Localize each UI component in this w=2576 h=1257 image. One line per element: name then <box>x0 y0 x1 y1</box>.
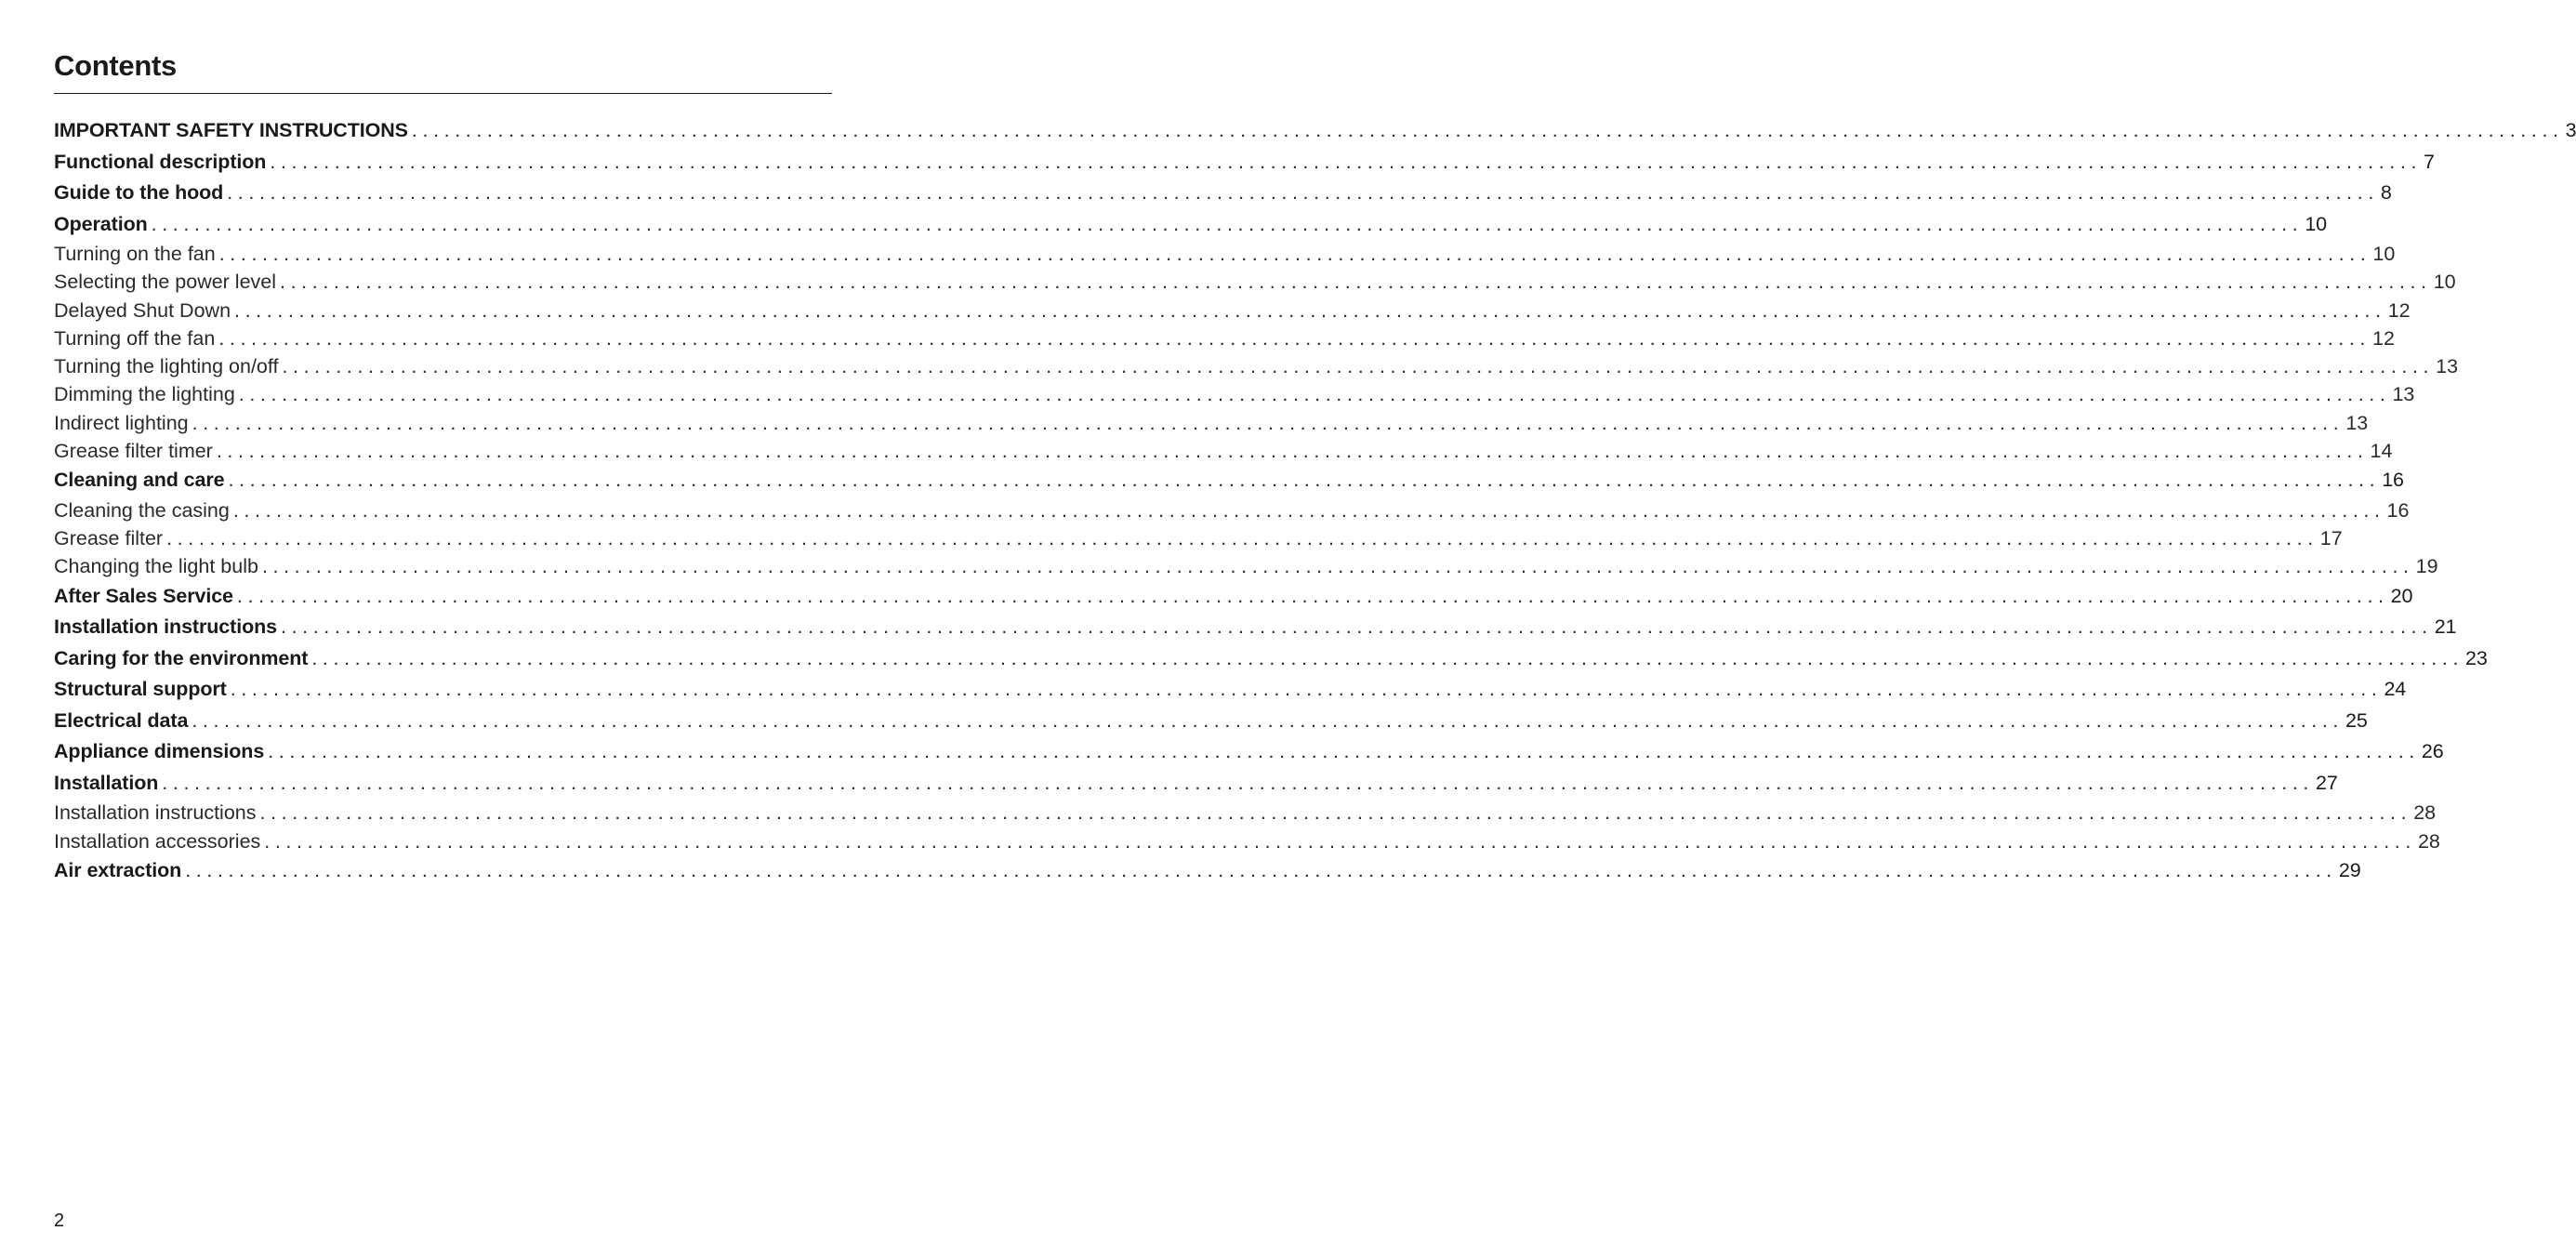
toc-entry-title: Turning off the fan <box>54 326 216 350</box>
toc-entry[interactable] <box>54 178 2392 209</box>
toc-entry[interactable] <box>54 496 2410 524</box>
toc-entry-page: 25 <box>2345 708 2368 732</box>
toc-entry-title: Changing the light bulb <box>54 555 258 578</box>
toc-entry-page: 27 <box>2315 771 2338 794</box>
toc-entry[interactable] <box>54 736 2444 768</box>
toc-entry-title: Caring for the environment <box>54 646 309 669</box>
toc-dot-leader: ........................................................................................................................................................................................................ <box>166 527 2318 550</box>
toc-dot-leader: ........................................................................................................................................................................................................ <box>218 326 2371 350</box>
toc-dot-leader: ........................................................................................................................................................................................................ <box>236 584 2389 607</box>
toc-dot-leader: ........................................................................................................................................................................................................ <box>162 771 2314 794</box>
toc-entry-page: 19 <box>2415 555 2438 578</box>
toc-entry[interactable] <box>54 147 2435 179</box>
toc-entry-title: Operation <box>54 212 148 235</box>
toc-dot-leader: ........................................................................................................................................................................................................ <box>192 708 2344 732</box>
toc-entry-title: Indirect lighting <box>54 411 189 434</box>
toc-entry-title: Structural support <box>54 678 227 701</box>
toc-dot-leader: ........................................................................................................................................................................................................ <box>280 271 2432 294</box>
toc-entry[interactable] <box>54 674 2407 706</box>
toc-entry[interactable] <box>54 799 2437 827</box>
toc-entry-page: 12 <box>2387 298 2411 322</box>
toc-entry-title: Functional description <box>54 150 267 173</box>
toc-entry[interactable] <box>54 115 2576 147</box>
toc-dot-leader: ........................................................................................................................................................................................................ <box>238 383 2391 406</box>
toc-entry-page: 14 <box>2370 440 2393 463</box>
toc-entry-title: Guide to the hood <box>54 181 224 204</box>
page-number: 2 <box>54 1211 65 1231</box>
toc-dot-leader: ........................................................................................................................................................................................................ <box>281 615 2433 639</box>
toc-dot-leader: ........................................................................................................................................................................................................ <box>234 298 2386 322</box>
toc-entry[interactable] <box>54 768 2338 800</box>
toc-entry-title: Air extraction <box>54 858 182 881</box>
toc-entry-title: Grease filter <box>54 527 164 550</box>
toc-entry-page: 24 <box>2384 678 2407 701</box>
toc-entry-page: 16 <box>2382 469 2404 492</box>
toc-dot-leader: ........................................................................................................................................................................................................ <box>232 498 2385 522</box>
toc-entry[interactable] <box>54 297 2411 324</box>
toc-entry[interactable] <box>54 552 2438 580</box>
toc-entry-title: Turning the lighting on/off <box>54 355 279 378</box>
toc-entry[interactable] <box>54 706 2368 737</box>
toc-dot-leader: ........................................................................................................................................................................................................ <box>230 678 2383 701</box>
table-of-contents <box>54 115 2576 886</box>
toc-entry[interactable] <box>54 855 2361 887</box>
toc-entry-page: 13 <box>2345 411 2369 434</box>
toc-entry[interactable] <box>54 827 2440 855</box>
toc-entry-title: Installation instructions <box>54 615 277 639</box>
toc-dot-leader: ........................................................................................................................................................................................................ <box>151 212 2304 235</box>
toc-entry-page: 28 <box>2417 829 2440 853</box>
toc-entry[interactable] <box>54 380 2415 408</box>
toc-entry-page: 10 <box>2433 271 2456 294</box>
toc-entry-title: Installation accessories <box>54 829 261 853</box>
toc-entry-title: After Sales Service <box>54 584 233 607</box>
toc-dot-leader: ........................................................................................................................................................................................................ <box>259 801 2412 825</box>
toc-dot-leader: ........................................................................................................................................................................................................ <box>228 469 2381 492</box>
toc-entry-page: 17 <box>2319 527 2343 550</box>
toc-dot-leader: ........................................................................................................................................................................................................ <box>261 555 2414 578</box>
toc-entry-title: Grease filter timer <box>54 440 213 463</box>
toc-entry-title: Electrical data <box>54 708 189 732</box>
toc-entry-page: 3 <box>2565 119 2576 141</box>
toc-entry[interactable] <box>54 240 2396 268</box>
toc-entry-page: 7 <box>2424 150 2435 173</box>
toc-dot-leader: ........................................................................................................................................................................................................ <box>411 119 2564 141</box>
toc-entry-page: 10 <box>2305 212 2328 235</box>
toc-entry-title: Cleaning and care <box>54 469 225 492</box>
toc-dot-leader: ........................................................................................................................................................................................................ <box>282 355 2435 378</box>
toc-entry-page: 23 <box>2465 646 2488 669</box>
toc-entry-title: Installation <box>54 771 159 794</box>
toc-entry-page: 12 <box>2372 326 2395 350</box>
toc-entry-title: IMPORTANT SAFETY INSTRUCTIONS <box>54 119 408 141</box>
toc-entry[interactable] <box>54 643 2488 675</box>
toc-entry[interactable] <box>54 324 2395 352</box>
toc-dot-leader: ........................................................................................................................................................................................................ <box>218 243 2371 265</box>
toc-entry[interactable] <box>54 409 2369 437</box>
toc-dot-leader: ........................................................................................................................................................................................................ <box>311 646 2464 669</box>
toc-entry-page: 21 <box>2434 615 2457 639</box>
toc-dot-leader: ........................................................................................................................................................................................................ <box>264 829 2416 853</box>
toc-entry-page: 8 <box>2380 181 2392 204</box>
toc-entry[interactable] <box>54 209 2328 241</box>
toc-entry-title: Cleaning the casing <box>54 498 230 522</box>
toc-entry-page: 13 <box>2436 355 2459 378</box>
toc-dot-leader: ........................................................................................................................................................................................................ <box>216 440 2369 463</box>
toc-entry[interactable] <box>54 524 2343 552</box>
toc-entry-title: Dimming the lighting <box>54 383 235 406</box>
toc-entry-title: Appliance dimensions <box>54 740 265 763</box>
toc-dot-leader: ........................................................................................................................................................................................................ <box>192 411 2345 434</box>
toc-dot-leader: ........................................................................................................................................................................................................ <box>268 740 2420 763</box>
toc-entry[interactable] <box>54 581 2413 613</box>
toc-entry[interactable] <box>54 268 2456 296</box>
toc-entry-title: Delayed Shut Down <box>54 298 231 322</box>
toc-entry[interactable] <box>54 465 2404 496</box>
toc-entry[interactable] <box>54 352 2459 380</box>
toc-dot-leader: ........................................................................................................................................................................................................ <box>270 150 2423 173</box>
toc-entry-title: Installation instructions <box>54 801 257 825</box>
toc-dot-leader: ........................................................................................................................................................................................................ <box>185 858 2337 881</box>
title-divider <box>54 93 832 94</box>
toc-entry[interactable] <box>54 437 2393 465</box>
toc-entry-page: 26 <box>2421 740 2444 763</box>
page-title: Contents <box>54 49 177 82</box>
toc-entry[interactable] <box>54 612 2457 643</box>
toc-entry-title: Turning on the fan <box>54 243 216 265</box>
toc-entry-page: 28 <box>2413 801 2437 825</box>
toc-entry-page: 16 <box>2386 498 2410 522</box>
toc-entry-title: Selecting the power level <box>54 271 277 294</box>
toc-entry-page: 13 <box>2392 383 2415 406</box>
toc-entry-page: 29 <box>2338 858 2361 881</box>
toc-dot-leader: ........................................................................................................................................................................................................ <box>227 181 2379 204</box>
toc-entry-page: 20 <box>2390 584 2413 607</box>
toc-entry-page: 10 <box>2372 243 2396 265</box>
